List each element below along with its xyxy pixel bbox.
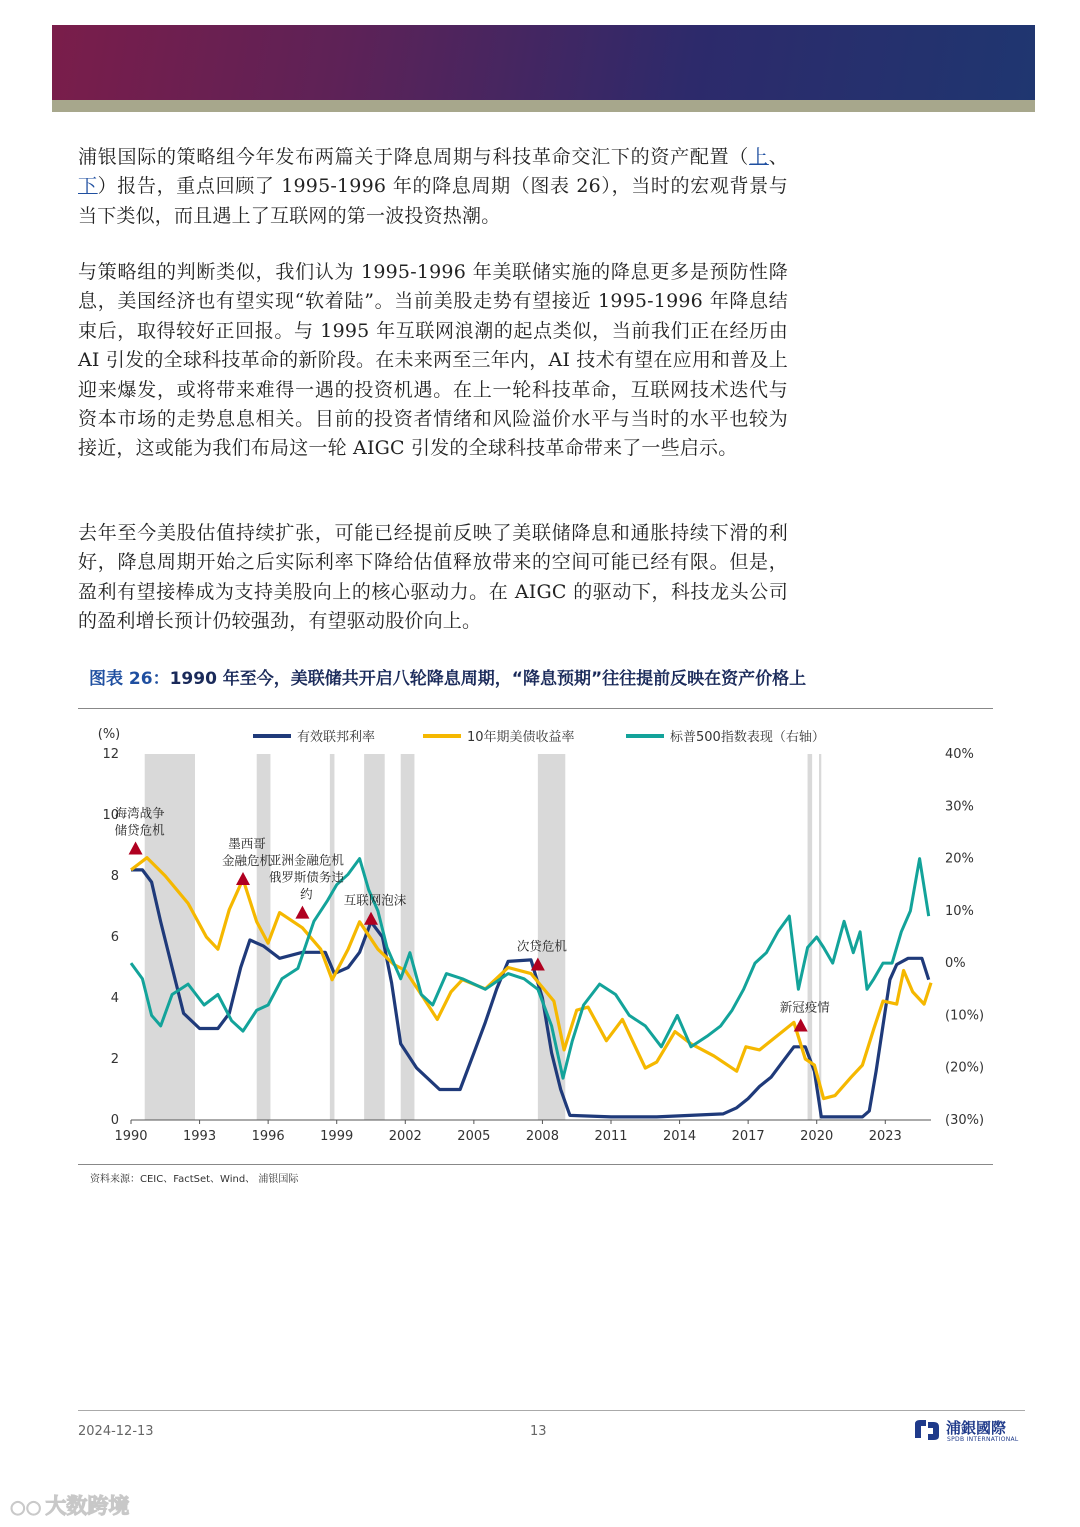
watermark-text: 大数跨境 xyxy=(45,1494,130,1518)
y-left-tick-label: 10 xyxy=(102,808,119,823)
recession-band-4 xyxy=(401,754,415,1120)
event-marker-0 xyxy=(129,842,143,855)
rate-cycle-chart xyxy=(78,712,993,1162)
figure-top-rule xyxy=(78,708,993,709)
event-label-5: 新冠疫情 xyxy=(779,999,830,1015)
logo-text-cn: 浦銀國際 xyxy=(946,1419,1007,1437)
y-right-tick-label: 10% xyxy=(945,903,974,919)
x-tick-label: 2020 xyxy=(800,1129,834,1144)
legend-label-0: 有效联邦利率 xyxy=(297,730,376,745)
watermark xyxy=(10,1490,129,1520)
y-left-tick-label: 4 xyxy=(110,991,119,1006)
x-tick-label: 1993 xyxy=(183,1129,217,1144)
event-marker-2 xyxy=(295,906,309,919)
header-banner-strip xyxy=(52,100,1035,112)
x-tick-label: 2008 xyxy=(525,1129,559,1144)
figure-title xyxy=(89,664,806,689)
x-tick-label: 1999 xyxy=(320,1129,354,1144)
event-marker-1 xyxy=(236,872,250,885)
event-label-2: 亚洲金融危机 xyxy=(268,852,344,868)
x-tick-label: 2011 xyxy=(594,1129,628,1144)
x-tick-label: 1996 xyxy=(251,1129,285,1144)
paragraph-1: 浦银国际的策略组今年发布两篇关于降息周期与科技革命交汇下的资产配置（上、下）报告，重点回顾了 1995-1996 年的降息周期（图表 26），当时的宏观背景与当下类似，而且遇上了互联网的第一波投资热潮。 xyxy=(78,146,788,227)
event-label-3: 互联网泡沫 xyxy=(343,892,407,908)
page-number: 13 xyxy=(530,1424,547,1439)
legend-label-2: 标普500指数表现（右轴） xyxy=(670,730,825,745)
y-right-tick-label: (10%) xyxy=(945,1008,985,1024)
recession-band-2 xyxy=(330,754,335,1120)
y-right-tick-label: (20%) xyxy=(945,1060,985,1076)
spdb-logo-icon xyxy=(912,1418,942,1442)
figure-label: 图表 26： xyxy=(89,669,170,689)
x-tick-label: 2005 xyxy=(457,1129,491,1144)
figure-bottom-rule xyxy=(78,1164,993,1165)
event-label-0: 海湾战争 xyxy=(114,805,165,821)
y-right-tick-label: 30% xyxy=(945,799,974,815)
report-link-part1[interactable]: 上 xyxy=(749,146,769,168)
footer-date: 2024-12-13 xyxy=(78,1424,154,1439)
paragraph-3: 去年至今美股估值持续扩张，可能已经提前反映了美联储降息和通胀持续下滑的利好，降息周期开始之后实际利率下降给估值释放带来的空间可能已经有限。但是，盈利有望接棒成为支持美股向上的核心驱动力。在 AIGC 的驱动下，科技龙头公司的盈利增长预计仍较强劲，有望驱动股价向上。 xyxy=(78,522,788,633)
y-left-tick-label: 0 xyxy=(110,1113,119,1128)
wechat-icon: ○○ xyxy=(10,1497,42,1518)
event-label-1: 金融危机 xyxy=(221,853,273,869)
event-label-2: 俄罗斯债务违 xyxy=(268,869,344,885)
figure-title-text: 1990 年至今，美联储共开启八轮降息周期，“降息预期”往往提前反映在资产价格上 xyxy=(169,669,807,689)
legend-label-1: 10年期美债收益率 xyxy=(467,730,575,745)
x-tick-label: 2002 xyxy=(388,1129,422,1144)
y-left-tick-label: 2 xyxy=(110,1052,119,1067)
x-tick-label: 2017 xyxy=(731,1129,765,1144)
event-label-4: 次贷危机 xyxy=(516,938,567,954)
event-label-2: 约 xyxy=(300,886,313,902)
y-left-axis-unit: (%) xyxy=(97,727,121,742)
spdb-logo xyxy=(912,1416,1027,1446)
footer-rule xyxy=(78,1410,1025,1411)
y-right-tick-label: (30%) xyxy=(945,1113,985,1128)
y-left-tick-label: 12 xyxy=(102,747,119,762)
y-right-tick-label: 20% xyxy=(945,851,974,867)
header-banner xyxy=(52,25,1035,100)
report-link-part2[interactable]: 下 xyxy=(78,175,98,198)
event-label-0: 储贷危机 xyxy=(114,822,165,838)
recession-band-7 xyxy=(819,754,821,1120)
paragraph-2: 与策略组的判断类似，我们认为 1995-1996 年美联储实施的降息更多是预防性降息，美国经济也有望实现“软着陆”。当前美股走势有望接近 1995-1996 年降息结束后，取得较好正回报。与 1995 年互联网浪潮的起点类似，当前我们正在经历由 AI 引发的全球科技革命的新阶段。在未来两至三年内，AI 技术有望在应用和普及上迎来爆发，或将带来难得一遇的投资机遇。在上一轮科技革命，互联网技术迭代与资本市场的走势息息相关。目前的投资者情绪和风险溢价水平与当时的水平也较为接近，这或能为我们布局这一轮 AIGC 引发的全球科技革命带来了一些启示。 xyxy=(78,261,788,460)
x-tick-label: 2014 xyxy=(663,1129,697,1144)
y-right-tick-label: 40% xyxy=(945,747,974,762)
x-tick-label: 1990 xyxy=(114,1129,148,1144)
y-left-tick-label: 8 xyxy=(110,869,119,884)
y-right-tick-label: 0% xyxy=(945,956,966,972)
figure-source: 资料来源：CEIC、FactSet、Wind、 浦银国际 xyxy=(90,1174,299,1185)
y-left-tick-label: 6 xyxy=(110,930,119,945)
x-tick-label: 2023 xyxy=(868,1129,902,1144)
logo-text-en: SPDB INTERNATIONAL xyxy=(947,1436,1019,1443)
event-label-1: 墨西哥 xyxy=(228,836,266,852)
